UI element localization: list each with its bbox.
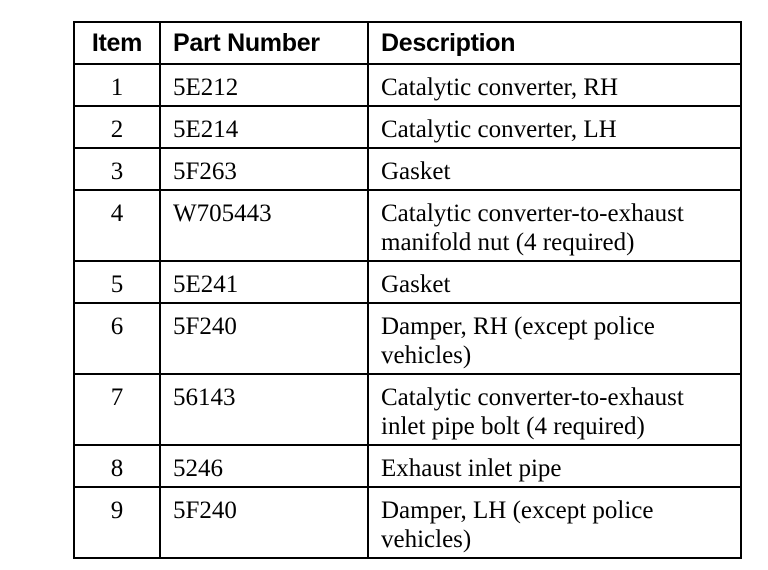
description-line: Gasket xyxy=(381,158,451,185)
description-line: inlet pipe bolt (4 required) xyxy=(381,413,645,440)
description-cell xyxy=(368,190,741,261)
description-cell xyxy=(368,303,741,374)
table-row xyxy=(74,374,741,445)
table-header xyxy=(74,22,741,64)
part-number-cell: 5F240 xyxy=(160,303,368,374)
part-number-cell: 5E214 xyxy=(160,106,368,148)
part-number-cell: 5246 xyxy=(160,445,368,487)
table-row xyxy=(74,303,741,374)
description-cell xyxy=(368,261,741,303)
part-number-cell: 5F240 xyxy=(160,487,368,558)
description-line: Damper, LH (except police xyxy=(381,497,654,524)
table-row xyxy=(74,445,741,487)
item-number-cell: 4 xyxy=(74,190,160,261)
description-cell xyxy=(368,64,741,106)
item-number-cell: 9 xyxy=(74,487,160,558)
header-part-number: Part Number xyxy=(160,22,368,64)
table-row xyxy=(74,148,741,190)
description-cell xyxy=(368,445,741,487)
table-row xyxy=(74,106,741,148)
header-row xyxy=(74,22,741,64)
description-line: Catalytic converter-to-exhaust xyxy=(381,200,684,227)
item-number-cell: 5 xyxy=(74,261,160,303)
part-number-cell: 5F263 xyxy=(160,148,368,190)
table-row xyxy=(74,487,741,558)
table-body xyxy=(74,64,741,558)
description-line: vehicles) xyxy=(381,526,472,553)
description-line: Gasket xyxy=(381,271,451,298)
table-row xyxy=(74,64,741,106)
item-number-cell: 1 xyxy=(74,64,160,106)
part-number-cell: 5E241 xyxy=(160,261,368,303)
part-number-cell: 5E212 xyxy=(160,64,368,106)
part-number-cell: W705443 xyxy=(160,190,368,261)
header-description: Description xyxy=(368,22,741,64)
item-number-cell: 6 xyxy=(74,303,160,374)
item-number-cell: 2 xyxy=(74,106,160,148)
description-cell xyxy=(368,148,741,190)
item-number-cell: 3 xyxy=(74,148,160,190)
table-row xyxy=(74,190,741,261)
description-cell xyxy=(368,374,741,445)
header-item: Item xyxy=(74,22,160,64)
part-number-cell: 56143 xyxy=(160,374,368,445)
item-number-cell: 8 xyxy=(74,445,160,487)
description-line: Exhaust inlet pipe xyxy=(381,455,562,482)
description-line: Catalytic converter, RH xyxy=(381,74,619,101)
description-line: Damper, RH (except police xyxy=(381,313,655,340)
description-cell xyxy=(368,487,741,558)
description-line: manifold nut (4 required) xyxy=(381,229,635,256)
description-line: vehicles) xyxy=(381,342,472,369)
description-cell xyxy=(368,106,741,148)
item-number-cell: 7 xyxy=(74,374,160,445)
parts-table xyxy=(73,21,742,559)
table-row xyxy=(74,261,741,303)
description-line: Catalytic converter-to-exhaust xyxy=(381,384,684,411)
description-line: Catalytic converter, LH xyxy=(381,116,617,143)
